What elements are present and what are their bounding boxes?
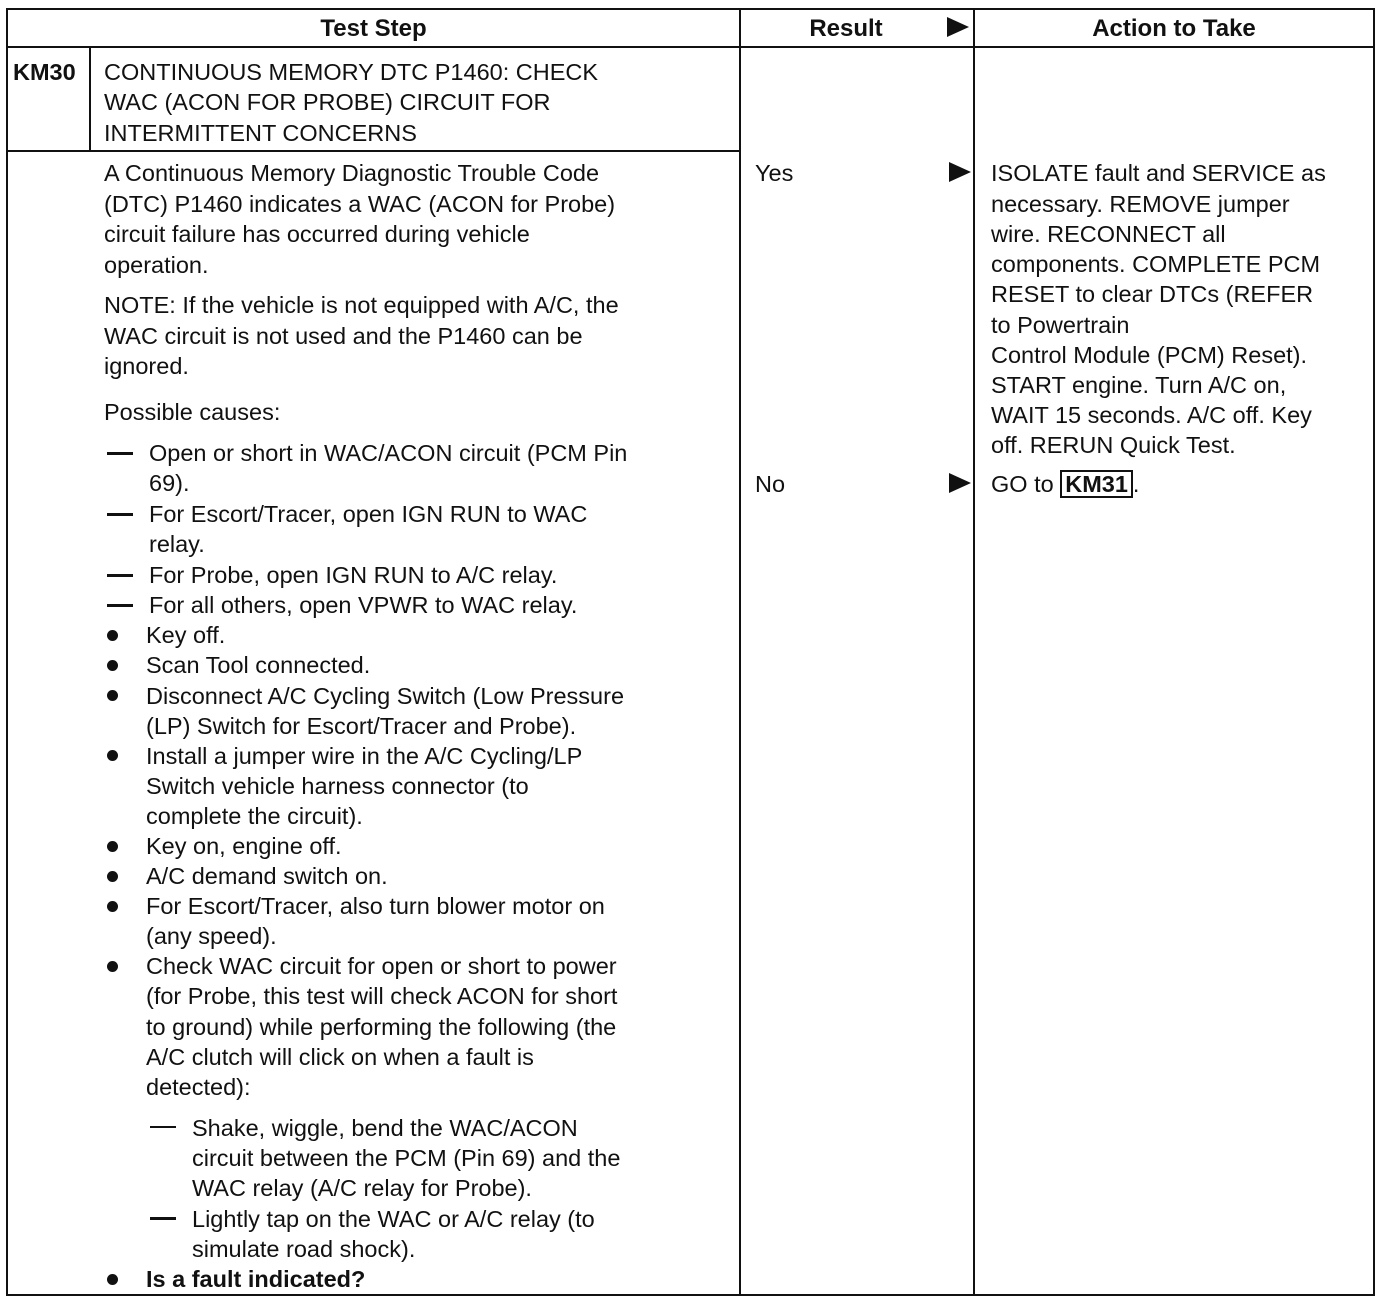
intro-line: A Continuous Memory Diagnostic Trouble Code xyxy=(104,160,600,186)
note-line: ignored. xyxy=(104,353,189,379)
action-yes-line: to Powertrain xyxy=(991,312,1130,338)
step-line: (for Probe, this test will check ACON for short xyxy=(146,983,618,1009)
intro-line: circuit failure has occurred during vehicle xyxy=(104,221,530,247)
step-line: For Escort/Tracer, also turn blower motor on xyxy=(146,893,605,919)
sub-step-line: WAC relay (A/C relay for Probe). xyxy=(192,1175,532,1201)
dash-icon xyxy=(107,452,133,455)
dash-icon xyxy=(107,604,133,607)
dash-icon xyxy=(150,1126,176,1128)
result-no: No xyxy=(755,471,786,497)
step-line: complete the circuit). xyxy=(146,803,363,829)
action-no xyxy=(991,469,1139,499)
step-line: Check WAC circuit for open or short to power xyxy=(146,953,617,979)
header-action: Action to Take xyxy=(1092,15,1256,42)
action-yes-line: off. RERUN Quick Test. xyxy=(991,432,1236,458)
cause-line: 69). xyxy=(149,470,190,496)
step-title-line: INTERMITTENT CONCERNS xyxy=(104,120,417,146)
bullet-icon xyxy=(107,750,118,761)
bullet-icon xyxy=(107,901,118,912)
sub-step-line: Lightly tap on the WAC or A/C relay (to xyxy=(192,1206,595,1232)
result-yes-arrow-icon xyxy=(949,162,971,182)
step-line: (any speed). xyxy=(146,923,277,949)
action-yes-line: START engine. Turn A/C on, xyxy=(991,372,1287,398)
bullet-icon xyxy=(107,690,118,701)
bullet-icon xyxy=(107,1274,118,1285)
sub-step-line: Shake, wiggle, bend the WAC/ACON xyxy=(192,1115,578,1141)
column-divider-test-step xyxy=(739,8,741,1296)
step-title-line: CONTINUOUS MEMORY DTC P1460: CHECK xyxy=(104,59,599,85)
step-line: Disconnect A/C Cycling Switch (Low Pressure xyxy=(146,683,625,709)
intro-line: operation. xyxy=(104,252,209,278)
action-yes-line: ISOLATE fault and SERVICE as xyxy=(991,160,1326,186)
step-line: (LP) Switch for Escort/Tracer and Probe). xyxy=(146,713,577,739)
action-yes-line: components. COMPLETE PCM xyxy=(991,251,1321,277)
action-yes-line: wire. RECONNECT all xyxy=(991,221,1226,247)
action-yes-line: Control Module (PCM) Reset). xyxy=(991,342,1308,368)
bullet-icon xyxy=(107,871,118,882)
step-line: Key on, engine off. xyxy=(146,833,342,859)
goto-km31-link[interactable]: KM31 xyxy=(1060,470,1133,498)
action-yes-line: RESET to clear DTCs (REFER xyxy=(991,281,1314,307)
header-test-step: Test Step xyxy=(320,15,427,42)
cause-line: For all others, open VPWR to WAC relay. xyxy=(149,592,578,618)
step-line: A/C demand switch on. xyxy=(146,863,388,889)
result-no-arrow-icon xyxy=(949,473,971,493)
step-line: detected): xyxy=(146,1074,251,1100)
action-yes-line: necessary. REMOVE jumper xyxy=(991,191,1290,217)
cause-line: For Escort/Tracer, open IGN RUN to WAC xyxy=(149,501,588,527)
result-yes: Yes xyxy=(755,160,794,186)
dash-icon xyxy=(107,513,133,516)
cause-line: relay. xyxy=(149,531,205,557)
intro-line: (DTC) P1460 indicates a WAC (ACON for Probe) xyxy=(104,191,616,217)
step-line: Switch vehicle harness connector (to xyxy=(146,773,529,799)
sub-step-line: simulate road shock). xyxy=(192,1236,416,1262)
header-result: Result xyxy=(809,15,883,42)
question: Is a fault indicated? xyxy=(146,1266,366,1292)
bullet-icon xyxy=(107,841,118,852)
sub-step-line: circuit between the PCM (Pin 69) and the xyxy=(192,1145,621,1171)
id-divider xyxy=(89,48,91,152)
title-rule xyxy=(6,150,741,152)
step-line: Key off. xyxy=(146,622,226,648)
action-no-prefix: GO to xyxy=(991,471,1061,497)
step-line: A/C clutch will click on when a fault is xyxy=(146,1044,534,1070)
cause-line: For Probe, open IGN RUN to A/C relay. xyxy=(149,562,558,588)
step-line: Scan Tool connected. xyxy=(146,652,371,678)
step-line: Install a jumper wire in the A/C Cycling/LP xyxy=(146,743,583,769)
step-title-line: WAC (ACON FOR PROBE) CIRCUIT FOR xyxy=(104,89,551,115)
step-line: to ground) while performing the following (the xyxy=(146,1014,617,1040)
bullet-icon xyxy=(107,660,118,671)
header-arrow-icon xyxy=(947,17,969,37)
bullet-icon xyxy=(107,961,118,972)
step-id: KM30 xyxy=(13,59,76,85)
bullet-icon xyxy=(107,630,118,641)
dash-icon xyxy=(150,1217,176,1220)
action-no-suffix: . xyxy=(1132,471,1140,497)
column-divider-result xyxy=(973,8,975,1296)
possible-causes-label: Possible causes: xyxy=(104,399,281,425)
dash-icon xyxy=(107,574,133,577)
note-line: WAC circuit is not used and the P1460 can be xyxy=(104,323,583,349)
note-line: NOTE: If the vehicle is not equipped with A/C, the xyxy=(104,292,619,318)
action-yes-line: WAIT 15 seconds. A/C off. Key xyxy=(991,402,1312,428)
cause-line: Open or short in WAC/ACON circuit (PCM Pin xyxy=(149,440,628,466)
